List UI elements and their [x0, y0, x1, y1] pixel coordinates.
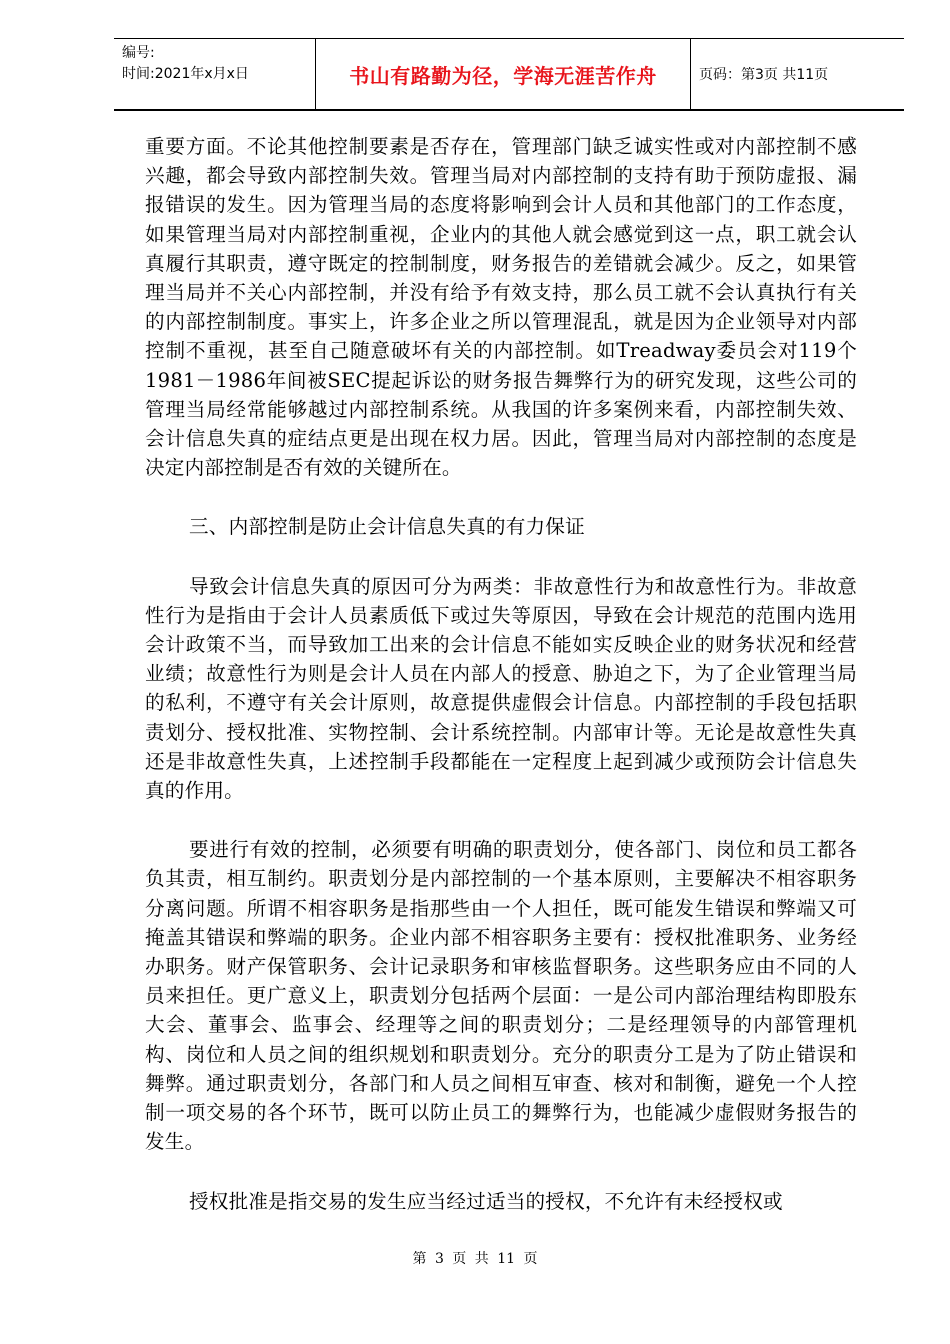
document-time-label: 时间:2021年x月x日	[122, 66, 249, 82]
section-heading: 三、内部控制是防止会计信息失真的有力保证	[189, 515, 585, 539]
document-body	[145, 132, 857, 1216]
body-paragraph: 导致会计信息失真的原因可分为两类：非故意性行为和故意性行为。非故意性行为是指由于会计人员素质低下或过失等原因，导致在会计规范的范围内选用会计政策不当，而导致加工出来的会计信息不能如实反映企业的财务状况和经营业绩；故意性行为则是会计人员在内部人的授意、胁迫之下，为了企业管理当局的私利，不遵守有关会计原则，故意提供虚假会计信息。内部控制的手段包括职责划分、授权批准、实物控制、会计系统控制。内部审计等。无论是故意性失真还是非故意性失真，上述控制手段都能在一定程度上起到减少或预防会计信息失真的作用。	[145, 574, 857, 803]
body-paragraph: 要进行有效的控制，必须要有明确的职责划分，使各部门、岗位和员工都各负其责，相互制约。职责划分是内部控制的一个基本原则，主要解决不相容职务分离问题。所谓不相容职务是指那些由一个人担任，既可能发生错误和弊端又可掩盖其错误和弊端的职务。企业内部不相容职务主要有：授权批准职务、业务经办职务。财产保管职务、会计记录职务和审核监督职务。这些职务应由不同的人员来担任。更广意义上，职责划分包括两个层面：一是公司内部治理结构即股东大会、董事会、监事会、经理等之间的职责划分；二是经理领导的内部管理机构、岗位和人员之间的组织规划和职责划分。充分的职责分工是为了防止错误和舞弊。通过职责划分，各部门和人员之间相互审查、核对和制衡，避免一个人控制一项交易的各个环节，既可以防止员工的舞弊行为，也能减少虚假财务报告的发生。	[145, 838, 857, 1154]
page-header	[114, 38, 904, 111]
header-page-number: 页码：第3页 共11页	[699, 67, 829, 83]
body-paragraph: 授权批准是指交易的发生应当经过适当的授权，不允许有未经授权或	[189, 1189, 783, 1213]
page-footer: 第 3 页 共 11 页	[412, 1251, 538, 1267]
body-paragraph: 重要方面。不论其他控制要素是否存在，管理部门缺乏诚实性或对内部控制不感兴趣，都会导致内部控制失效。管理当局对内部控制的支持有助于预防虚报、漏报错误的发生。因为管理当局的态度将影响到会计人员和其他部门的工作态度，如果管理当局对内部控制重视，企业内的其他人就会感觉到这一点，职工就会认真履行其职责，遵守既定的控制制度，财务报告的差错就会减少。反之，如果管理当局并不关心内部控制，并没有给予有效支持，那么员工就不会认真执行有关的内部控制制度。事实上，许多企业之所以管理混乱，就是因为企业领导对内部控制不重视，甚至自己随意破坏有关的内部控制。如Treadway委员会对119个1981－1986年间被SEC提起诉讼的财务报告舞弊行为的研究发现，这些公司的管理当局经常能够越过内部控制系统。从我国的许多案例来看，内部控制失效、会计信息失真的症结点更是出现在权力居。因此，管理当局对内部控制的态度是决定内部控制是否有效的关键所在。	[145, 135, 857, 480]
header-meta	[114, 39, 316, 109]
header-motto: 书山有路勤为径，学海无涯苦作舟	[316, 39, 691, 109]
document-number-label: 编号:	[122, 45, 155, 61]
